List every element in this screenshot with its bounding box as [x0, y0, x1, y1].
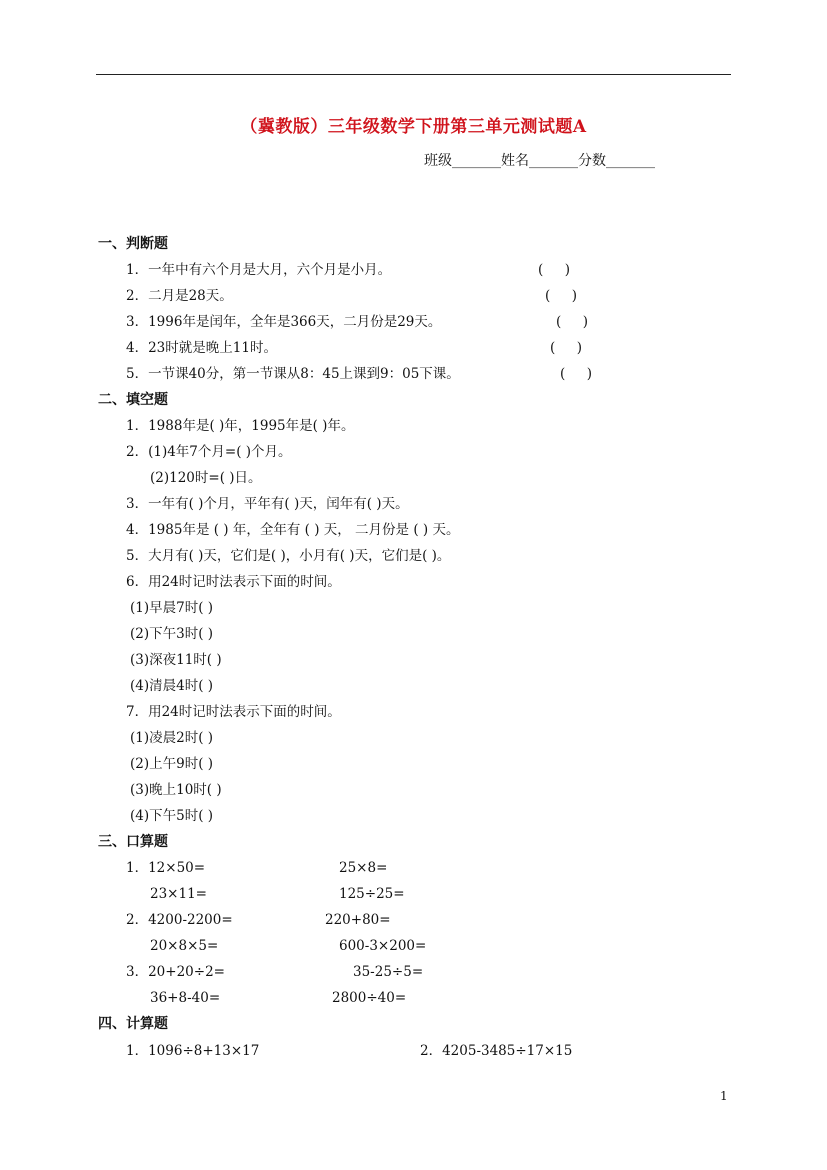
section-heading-fill-in: 二、填空题 [98, 392, 168, 408]
section-heading-judgment: 一、判断题 [98, 236, 168, 252]
judgment-answer-5[interactable]: ( ) [560, 366, 592, 382]
fill-item: (3)晚上10时( ) [130, 782, 222, 798]
top-rule [96, 74, 731, 75]
judgment-item-4: 4．23时就是晚上11时。 [126, 340, 277, 356]
fill-item: (2)下午3时( ) [130, 626, 214, 642]
judgment-answer-3[interactable]: ( ) [556, 314, 588, 330]
fill-item: 7．用24时记时法表示下面的时间。 [126, 704, 341, 720]
page-number: 1 [720, 1089, 728, 1103]
fill-item: 2．(1)4年7个月=( )个月。 [126, 444, 292, 460]
mental-math-right: 35-25÷5= [353, 964, 424, 980]
mental-math-right: 125÷25= [339, 886, 405, 902]
judgment-answer-2[interactable]: ( ) [545, 288, 577, 304]
mental-math-right: 2800÷40= [332, 990, 407, 1006]
fill-item: (4)下午5时( ) [130, 808, 214, 824]
fill-item: (3)深夜11时( ) [130, 652, 222, 668]
fill-item: 6．用24时记时法表示下面的时间。 [126, 574, 341, 590]
fill-item: 1．1988年是( )年，1995年是( )年。 [126, 418, 355, 434]
fill-item: (2)120时=( )日。 [150, 470, 262, 486]
section-heading-calculation: 四、计算题 [98, 1016, 168, 1032]
judgment-answer-4[interactable]: ( ) [550, 340, 582, 356]
judgment-item-2: 2．二月是28天。 [126, 288, 233, 304]
judgment-item-3: 3．1996年是闰年，全年是366天，二月份是29天。 [126, 314, 442, 330]
mental-math-right: 600-3×200= [339, 938, 427, 954]
calculation-item-2: 2．4205-3485÷17×15 [420, 1043, 573, 1059]
mental-math-right: 25×8= [339, 860, 388, 876]
fill-item: 5．大月有( )天，它们是( )，小月有( )天，它们是( )。 [126, 548, 451, 564]
student-info-line: 班级_______姓名_______分数_______ [424, 153, 655, 169]
mental-math-left: 23×11= [150, 886, 207, 902]
mental-math-right: 220+80= [325, 912, 391, 928]
mental-math-left: 2．4200-2200= [126, 912, 233, 928]
judgment-item-1: 1．一年中有六个月是大月，六个月是小月。 [126, 262, 392, 278]
section-heading-mental-math: 三、口算题 [98, 834, 168, 850]
mental-math-left: 36+8-40= [150, 990, 221, 1006]
judgment-item-5: 5．一节课40分，第一节课从8：45上课到9：05下课。 [126, 366, 460, 382]
page-title: （冀教版）三年级数学下册第三单元测试题A [240, 117, 587, 137]
fill-item: (4)清晨4时( ) [130, 678, 214, 694]
calculation-item-1: 1．1096÷8+13×17 [126, 1043, 260, 1059]
fill-item: 3．一年有( )个月，平年有( )天，闰年有( )天。 [126, 496, 409, 512]
fill-item: (1)早晨7时( ) [130, 600, 214, 616]
fill-item: (2)上午9时( ) [130, 756, 214, 772]
mental-math-left: 20×8×5= [150, 938, 219, 954]
fill-item: 4．1985年是 ( ) 年，全年有 ( ) 天， 二月份是 ( ) 天。 [126, 522, 460, 538]
mental-math-left: 3．20+20÷2= [126, 964, 225, 980]
fill-item: (1)凌晨2时( ) [130, 730, 214, 746]
mental-math-left: 1．12×50= [126, 860, 206, 876]
judgment-answer-1[interactable]: ( ) [538, 262, 570, 278]
